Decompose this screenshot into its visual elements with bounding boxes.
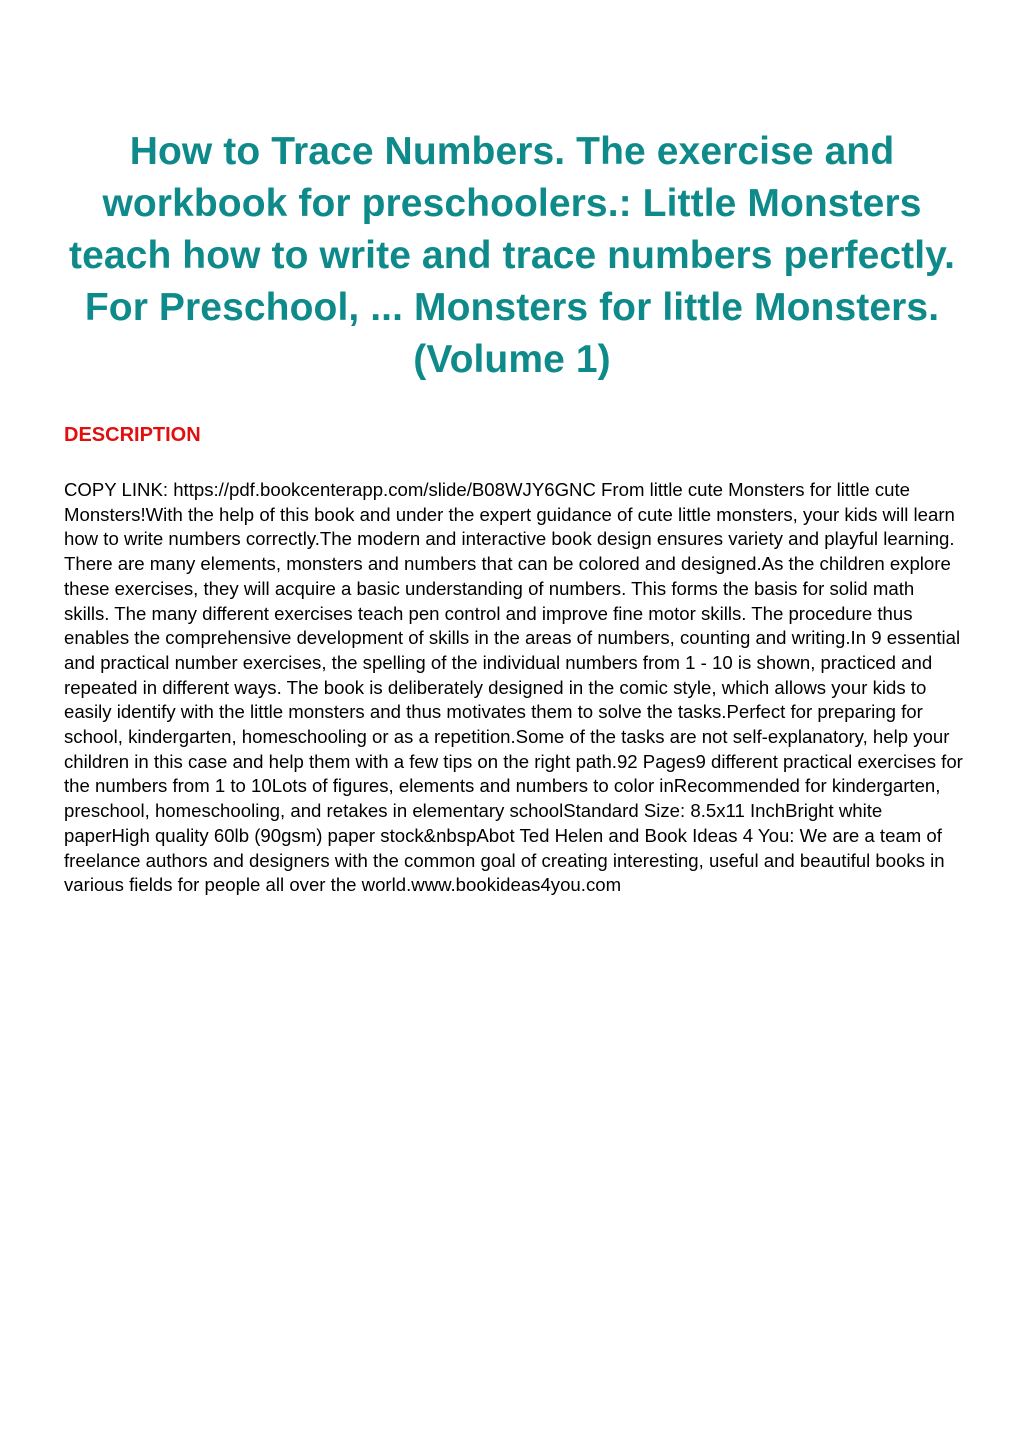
description-body: COPY LINK: https://pdf.bookcenterapp.com/slide/B08WJY6GNC From little cute Monsters for little cute Monsters!With the help of this book and under the expert guidance of cute little monsters, your kids will learn how to write numbers correctly.The modern and interactive book design ensures variety and playful learning. There are many elements, monsters and numbers that can be colored and designed.As the children explore these exercises, they will acquire a basic understanding of numbers. This forms the basis for solid math skills. The many different exercises teach pen control and improve fine motor skills. The procedure thus enables the comprehensive development of skills in the areas of numbers, counting and writing.In 9 essential and practical number exercises, the spelling of the individual numbers from 1 - 10 is shown, practiced and repeated in different ways. The book is deliberately designed in the comic style, which allows your kids to easily identify with the little monsters and thus motivates them to solve the tasks.Perfect for preparing for school, kindergarten, homeschooling or as a repetition.Some of the tasks are not self-explanatory, help your children in this case and help them with a few tips on the right path.92 Pages9 different practical exercises for the numbers from 1 to 10Lots of figures, elements and numbers to color inRecommended for kindergarten, preschool, homeschooling, and retakes in elementary schoolStandard Size: 8.5x11 InchBright white paperHigh quality 60lb (90gsm) paper stock&nbspAbot Ted Helen and Book Ideas 4 You: We are a team of freelance authors and designers with the common goal of creating interesting, useful and beautiful books in various fields for people all over the world.www.bookideas4you.com (64, 479, 963, 896)
description-heading: DESCRIPTION (64, 424, 201, 446)
document-title: How to Trace Numbers. The exercise and workbook for preschoolers.: Little Monsters teach how to write and trace numbers perfectly. For Preschool, ... Monsters for little Monsters. (Volume 1) (68, 130, 956, 381)
